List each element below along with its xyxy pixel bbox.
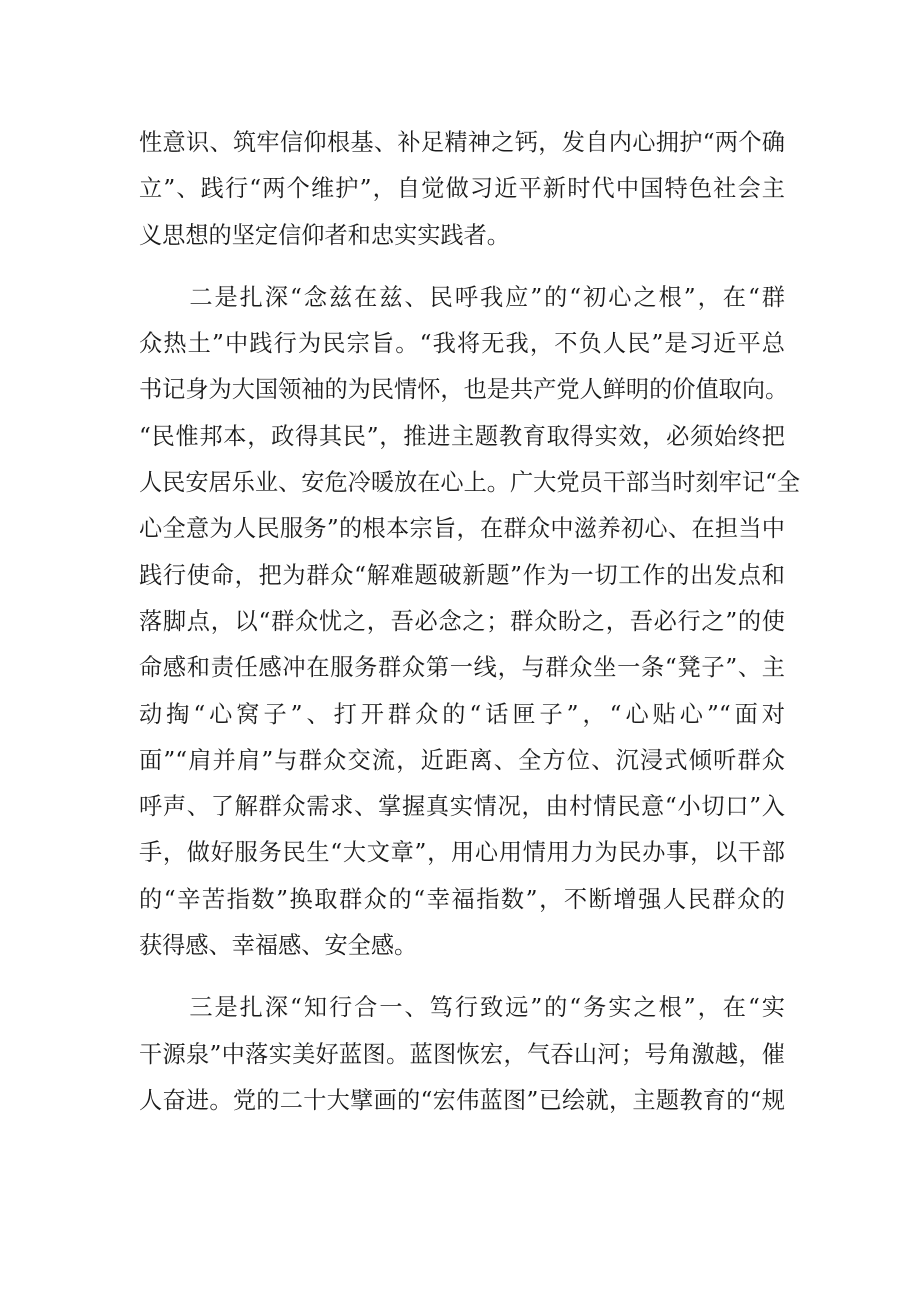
text-line: 践行使命，把为群众“解难题破新题”作为一切工作的出发点和: [139, 561, 785, 589]
text-line: 获得感、幸福感、安全感。: [139, 932, 418, 960]
text-line: 立”、践行“两个维护”，自觉做习近平新时代中国特色社会主: [139, 175, 785, 203]
text-line: 人民安居乐业、安危冷暖放在心上。广大党员干部当时刻牢记“全: [139, 469, 801, 497]
text-line: 书记身为大国领袖的为民情怀，也是共产党人鲜明的价值取向。: [139, 376, 789, 404]
text-line: 三是扎深“知行合一、笃行致远”的“务实之根”，在“实: [139, 994, 785, 1022]
text-line: 落脚点，以“群众忧之，吾必念之；群众盼之，吾必行之”的使: [139, 607, 785, 635]
text-line: 人奋进。党的二十大擘画的“宏伟蓝图”已绘就，主题教育的“规: [139, 1086, 785, 1114]
paragraph-point-three: [139, 985, 785, 1124]
text-line: 义思想的坚定信仰者和忠实实践者。: [139, 221, 510, 249]
document-body: [139, 120, 801, 1124]
text-line: 动掏“心窝子”、打开群众的“话匣子”，“心贴心”“面对: [139, 700, 785, 728]
text-line: 众热土”中践行为民宗旨。“我将无我，不负人民”是习近平总: [139, 330, 785, 358]
text-line: “民惟邦本，政得其民”，推进主题教育取得实效，必须始终把: [139, 422, 785, 450]
text-line: 呼声、了解群众需求、掌握真实情况，由村情民意“小切口”入: [139, 793, 785, 821]
text-line: 干源泉”中落实美好蓝图。蓝图恢宏，气吞山河；号角激越，催: [139, 1040, 785, 1068]
paragraph-point-two: [139, 275, 801, 969]
paragraph-gap: [139, 259, 785, 275]
text-line: 性意识、筑牢信仰根基、补足精神之钙，发自内心拥护“两个确: [139, 129, 785, 156]
text-line: 手，做好服务民生“大文章”，用心用情用力为民办事，以干部: [139, 839, 785, 867]
text-line: 命感和责任感冲在服务群众第一线，与群众坐一条“凳子”、主: [139, 654, 785, 682]
paragraph-gap: [139, 969, 785, 985]
paragraph-continuation: [139, 120, 785, 259]
text-line: 面”“肩并肩”与群众交流，近距离、全方位、沉浸式倾听群众: [139, 746, 785, 774]
text-line: 的“辛苦指数”换取群众的“幸福指数”，不断增强人民群众的: [139, 885, 785, 913]
text-line: 二是扎深“念兹在兹、民呼我应”的“初心之根”，在“群: [139, 283, 785, 311]
text-line: 心全意为人民服务”的根本宗旨，在群众中滋养初心、在担当中: [139, 515, 785, 543]
